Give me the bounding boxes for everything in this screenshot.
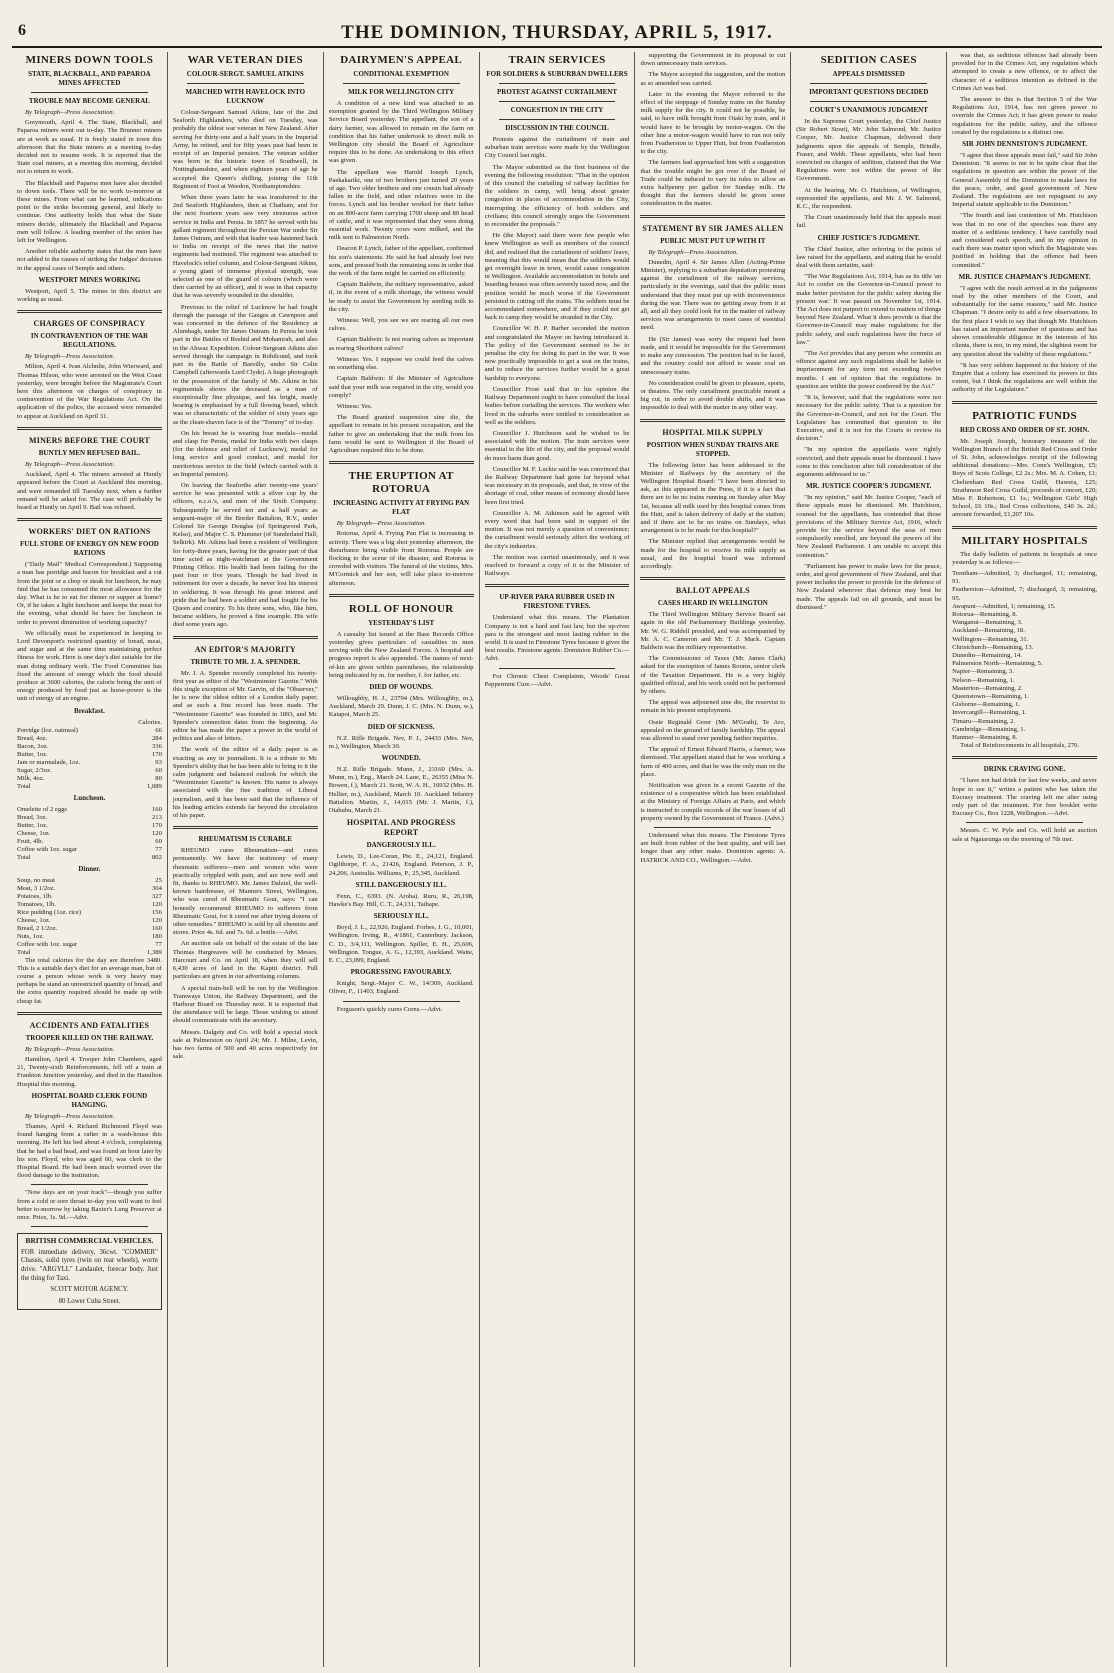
list-item: Masterton—Remaining, 2. — [952, 684, 1023, 692]
divider — [31, 1226, 148, 1227]
divider — [17, 1012, 162, 1015]
subhead-red-cross: RED CROSS AND ORDER OF ST. JOHN. — [960, 425, 1090, 434]
divider — [952, 401, 1097, 404]
paragraph: The appeal was adjourned sine die, the reservist to remain in his present employment. — [640, 699, 786, 715]
subhead-mines-affected: STATE, BLACKBALL, AND PAPAROA MINES AFFECTED — [28, 70, 151, 87]
table-row: Nuts, 1oz. 180 — [17, 932, 162, 940]
paragraph: The farmers had approached him with a suggestion that the trouble might be got over if the Board of Trade could be induced to vary its rules to allow an extra halfpenny per gallon for Sunday milk. He thought that the farmers should be given some consideration in the matter. — [640, 159, 786, 208]
headline-military-hospitals: MILITARY HOSPITALS — [961, 534, 1088, 547]
paragraph: Councillor W. H. P. Barber seconded the motion and congratulated the Mayor on having introduced it. The policy of the Government seemed to be to penalise the city for doing its part in the war. It was now practically impossible to get a seat on the trains, and to reduce the services further would be a great hardship to everyone. — [484, 325, 630, 382]
list-item: Christchurch—Remaining, 13. — [952, 643, 1034, 651]
divider — [640, 577, 785, 580]
table-row: Potatoes, 1lb. 327 — [17, 892, 162, 900]
advertisement-title: BRITISH COMMERCIAL VEHICLES. — [25, 1236, 154, 1246]
headline-editor: AN EDITOR'S MAJORITY — [194, 644, 296, 654]
paragraph: Witness: Yes. — [336, 402, 373, 410]
calories-header: Calories. — [138, 718, 162, 726]
divider — [640, 419, 785, 422]
subhead-energy: FULL STORE OF ENERGY ON NEW FOOD RATIONS — [20, 540, 159, 558]
paragraph: "In my opinion," said Mr. Justice Cooper, "each of these appeals must be dismissed. Mr. Hutchison, counsel for the appellants, has contended that those provisions of the Military Service Act, 1916, which provide for the service beyond the seas of men compulsorily enrolled, are beyond the powers of the New Zealand Parliament. I am unable to accept this contention." — [796, 494, 942, 559]
paragraph: "In my opinion the appellants were rightly convicted, and their appeals must be dismissed. I have come to this conclusion after full consideration of the arguments addressed to us." — [796, 446, 942, 478]
table-row: Bread, 4oz. 284 — [17, 734, 162, 742]
paragraph: Another reliable authority states that the men have not added to the causes of striking the Judges' decision in the appeal cases of Semple and others. — [17, 248, 162, 272]
paragraph: Thames, April 4. Richard Richmond Floyd was found hanging from a rafter in a wash-house this morning. He left his bed about 4 o'clock, complaining that he had a bad head, and was found an hour later by his son. Floyd, who was aged 60, was clerk to the Hospital Board. He had been much worried over the flood damage to the institution. — [17, 1123, 162, 1180]
headline-roll-of-honour: ROLL OF HONOUR — [348, 602, 454, 615]
subhead-milk: MILK FOR WELLINGTON CITY — [348, 88, 455, 96]
list-item: Palmerston North—Remaining, 5. — [952, 660, 1043, 668]
column-3 — [324, 52, 480, 1667]
subhead-westport: WESTPORT MINES WORKING — [38, 275, 141, 284]
casualty-list: Fenn, C., 6393. (N. Aroha). Ruru, R., 26,198, Hawke's Bay. Hill, C. T., 24,131, Taihape. — [328, 892, 474, 909]
casualty-list: Lewis, D., Lee-Coran, Pte. E., 24,121, England. Ogilthorpe, F. A., 21426, England. Peterson, J. P., 24,206, Australia. Williams, P., 25,345, Auckland. — [328, 853, 474, 877]
list-item: Nelson—Remaining, 1. — [952, 676, 1015, 684]
newspaper-title: THE DOMINION, THURSDAY, APRIL 5, 1917. — [341, 22, 773, 43]
dinner-title: Dinner. — [78, 864, 101, 873]
column-6 — [791, 52, 947, 1667]
column-1 — [12, 52, 168, 1667]
casualty-list: Boyd, J. L., 22,926, England. Forbes, J. G., 10,001, Wellington. Irving, R., 4/1861, Canterbury. Jackson, C. D., 3/4,111, Wellington. Spiller, E. H., 25,606, Wellington. Tongue, A. G., 12,393, Auckland. Waite, E. C., 23,099, England. — [328, 924, 474, 965]
subhead-bail: BUNTLY MEN REFUSED BAIL. — [38, 448, 141, 457]
paragraph: A condition of a new kind was attached to an exemption granted by the Third Wellington Military Service Board yesterday. The appellant, the son of a dairy farmer, was allowed to remain on the farm on condition that his father undertook to direct milk to Wellington city should the Board of Agriculture require this to be done. An undertaking to this effect was given. — [328, 100, 474, 165]
paragraph: Mr. Joseph Joseph, honorary treasurer of the Wellington Branch of the British Red Cross and Order of St. John, acknowledges receipt of the following additional donations:—Mrs. Conn's Wellington, £5; Boys of Scots College, £2 2s.; Mrs. M. A. Cohen, £1; Cheltenham Red Cross Guild, Hawera, £25; Strathmore Red Cross Guild, proceeds of concert, £20; Miss F. Robertson, £1 1s.; Wellington Girls' High School, £6 10s.; Red Cross collections, £40 3s. 2d.; amount forwarded, £1,207 10s. — [952, 437, 1098, 519]
subhead-trouble: TROUBLE MAY BECOME GENERAL — [28, 97, 150, 105]
table-row: Porridge (loz. oatmeal) 66 — [17, 726, 162, 734]
paragraph: "I agree that these appeals must fail," said Sir John Denniston. "It seems to me to be quite clear that the regulations in question are within the power of the General Assembly of the Dominion to make laws for the peace, order, and good government of New Zealand. The regulations are not repugnant to any Imperial statute applicable to the Dominion." — [952, 152, 1098, 209]
advertisement-text: For Chronic Chest Complaints, Woods' Great Peppermint Cure.—Advt. — [484, 672, 630, 688]
paragraph: He (the Mayor) said there were few people who knew Wellington as well as members of the council did, and realised that the curtailment of soldiers' leave, meaning that this would mean that the soldiers would get overnight leave in town, would cause congestion in Wellington. Available accommodation in hotels and boarding houses was often severely taxed now, and the position would be much worse if the Government persisted in cutting off the trains. The soldiers must be accommodated somewhere, and if they could not get back to camp they would be stranded in the City. — [484, 232, 630, 322]
list-item: Featherston—Admitted, 7; discharged, 3; remaining, 95. — [952, 586, 1098, 602]
table-row: Butter, 1oz. 170 — [17, 750, 162, 758]
table-row: Fruit, 4lb. 60 — [17, 837, 162, 845]
byline: By Telegraph—Press Association. — [25, 109, 115, 116]
paragraph: An auction sale on behalf of the estate of the late Thomas Hargreaves will be conducted by Messrs. Harcourt and Co. on April 18, when they will sell 6,430 acres of land in the Kapiti district. Full particulars are given in our advertising columns. — [172, 940, 318, 981]
list-item: Trentham—Admitted, 3; discharged, 11; remaining, 91. — [952, 569, 1098, 586]
table-row: Omelette of 2 eggs 160 — [17, 805, 162, 813]
advertisement-address: 80 Lower Cuba Street. — [58, 1297, 121, 1305]
list-item: Queenstown—Remaining, 1. — [952, 693, 1029, 700]
subhead-questions: IMPORTANT QUESTIONS DECIDED — [809, 88, 929, 96]
paragraph: The daily bulletin of patients in hospitals at once yesterday is as follows:— — [952, 550, 1098, 566]
subhead-frying-pan: INCREASING ACTIVITY AT FRYING PAN FLAT — [333, 499, 470, 517]
dinner-table — [17, 877, 162, 957]
paragraph: Witness: Yes. I suppose we could feed the calves on something else. — [328, 355, 474, 372]
divider — [654, 827, 771, 828]
paragraph: On his breast he is wearing four medals—medal and clasp for Persia, medal for India with two clasps (for the defence and relief of Lucknow), medal for long service and good conduct, and medal for meritorious service in the field (which carried with it an Imperial pension). — [172, 429, 318, 478]
paragraph: The Mayor accepted the suggestion, and the motion as so amended was carried. — [640, 71, 786, 87]
subhead-sunday-trains: POSITION WHEN SUNDAY TRAINS ARE STOPPED. — [646, 440, 779, 458]
casualty-list: N.Z. Rifle Brigade. Munn, J., 23160 (Mrs. A. Munn, m.), Eng., March 24. Lane, E., 26355 (Miss N. Bowen, f.), March 21. Scott, W. A. H., 16932 (Mrs. H. Hellier, m.), Auckland, March 10. Auckland Infantry Battalion. Martin, J., 14,015 (Mr. J. Martin, f.), Otahuhu, March 21. — [328, 765, 474, 814]
advertisement-firm: SCOTT MOTOR AGENCY. — [50, 1286, 129, 1294]
subhead-seriously-ill: SERIOUSLY ILL. — [373, 912, 429, 921]
list-item: Hanmer—Remaining, 8. — [952, 734, 1018, 742]
table-total: Total 1,089 — [17, 782, 162, 790]
advertisement-text: "Now days are on your track"—though you suffer from a cold or sore throat to-day you will want to feel better to-morrow by taking Baxter's Lung Preserver at once. Price, 1s. 9d.—Advt. — [17, 1189, 162, 1222]
list-item: Invercargill—Remaining, 1. — [952, 709, 1027, 717]
paragraph: "It is, however, said that the regulations were not necessary for the public safety. That is a question for the Governor-in-Council, and not for the Court. The Legislature has committed that question to the Executive, and it is not for the Courts to review its decision." — [796, 394, 942, 443]
subhead-chief-justice: CHIEF JUSTICE'S JUDGMENT. — [817, 233, 920, 242]
headline-sedition: SEDITION CASES — [820, 54, 917, 66]
byline: By Telegraph—Press Association. — [25, 460, 115, 468]
subhead-wounded: WOUNDED. — [381, 753, 421, 762]
divider — [31, 92, 148, 93]
table-row: Bread, 2 1/2oz. 160 — [17, 924, 162, 932]
paragraph: Ossie Reginald Greer (Mr. M'Grath), Te Aro, appealed on the ground of family hardship. The appeal was allowed to stand over pending further inquiries. — [640, 718, 786, 742]
byline: By Telegraph—Press Association. — [336, 520, 427, 528]
headline-veteran: WAR VETERAN DIES — [187, 54, 303, 66]
headline-drink-craving: DRINK CRAVING GONE. — [983, 765, 1066, 774]
subhead-wellington-cases: CASES HEARD IN WELLINGTON — [657, 599, 768, 608]
luncheon-table — [17, 806, 162, 862]
table-row: Rice pudding (1oz. rice) 156 — [17, 908, 162, 916]
subhead-atkins: COLOUR-SERGT. SAMUEL ATKINS — [186, 70, 304, 78]
table-row: Bread, 3oz. 213 — [17, 813, 162, 821]
advertisement-box — [17, 1233, 162, 1310]
paragraph: "The Act provides that any person who commits an offence against any such regulations shall be liable to imprisonment for any term not exceeding twelve months. I am of opinion that the regulations in question are within the power conferred by the Act." — [796, 350, 942, 390]
paragraph: Later in the evening the Mayor referred to the effect of the stoppage of Sunday trains on the Sunday milk supply for the city. It could not be possible, he said, to have milk brought from Otaki by train, and it would have to be brought by motor-wagon. On the other line a motor-wagon would have to run not only from Featherston to Upper Hutt, but from Featherston to the city. — [640, 90, 786, 156]
divider — [343, 1001, 460, 1002]
paragraph: Colour-Sergeant Samuel Atkins, late of the 2nd Seaforth Highlanders, who died on Tuesday, was probably the oldest war veteran in New Zealand. After serving for thirty-one and a half years in the Imperial Army, he retired, and for fifty years past had been in receipt of an Imperial pension. The veteran soldier was born in the historic town of Southwell, in Nottinghamshire, and when eighteen years of age he accepted the Queen's shilling, joining the 11th Regiment of Foot at Weedon, Northamptonshire. — [172, 109, 318, 190]
subhead-war-regulations: IN CONTRAVENTION OF THE WAR REGULATIONS. — [30, 332, 149, 350]
list-item: Napier—Remaining, 3. — [952, 668, 1014, 676]
casualty-list: N.Z. Rifle Brigade. Nev, P. J., 24433 (Mrs. Nev, m.), Wellington, March 30. — [328, 734, 474, 750]
paragraph: A casualty list issued at the Base Records Office yesterday gives particulars of casualties in men serving with the New Zealand Forces. A hospital and progress report is also appended. The names of next-of-kin are given within parentheses, the relationship being indicated by m. for mother, f. for father, etc. — [328, 630, 474, 679]
paragraph: Councillor M. F. Luckie said he was convinced that the Railway Department had gone far beyond what was necessary in its proposals, and that, in view of the shortage of coal, other means of economy should have been first tried. — [484, 465, 630, 506]
divider — [173, 826, 318, 829]
divider — [329, 594, 474, 597]
headline-hospital-report: HOSPITAL AND PROGRESS REPORT — [346, 818, 456, 838]
paragraph: When three years later he was transferred to the 2nd Seaforth Highlanders, then at Chatham, and for the next fourteen years saw very strenuous active service in India and Persia. In 1857 he served with his gallant regiment throughout the Persian War under Sir James Outram, and with that leader was hastened back to India on receipt of the news that the native regiments had mutinied. The regiment was attached to Havelock's relief column, and Colour-Sergeant Atkins, a young giant of immense physical strength, was selected as one of the guard of colours (which were then carried by an officer), and it was in that capacity that he was severely wounded in the shoulder. — [172, 194, 318, 300]
list-item: Wanganui—Remaining, 3. — [952, 619, 1023, 627]
divider — [810, 101, 927, 102]
byline: By Telegraph—Press Association. — [648, 248, 738, 256]
divider — [952, 526, 1097, 529]
subhead-chapman: MR. JUSTICE CHAPMAN'S JUDGMENT. — [958, 272, 1091, 281]
paragraph: Protests against the curtailment of train and suburban train services were made by the Wellington City Council last night. — [484, 136, 630, 160]
headline-patriotic-funds: PATRIOTIC FUNDS — [972, 409, 1077, 422]
byline: By Telegraph—Press Association. — [25, 1045, 115, 1053]
paragraph: Previous to the relief of Lucknow he had fought through the passage of the Ganges at Cawnpore and was concerned in the defence of the Residency at Alumbagh, under Sir James Outram. In Persia he took part in the Battles of Reshid and Mohamrah, and also in the Ahwaz Expedition. Colour-Sergeant Atkins also served through the campaign in Rohilcund, and took part in the Battle of Bareilly, under Sir Colin Campbell (afterwards Lord Clyde). A huge photograph in the possession of the family of Mr. Atkins in his regimentals shows the deceased as a man of exceptionally fine physique, and his bright, manly bearing is emphasised by a full flowing beard, which was so characteristic of the soldier of sixty years ago as the clean-shaven face is of the "Tommy" of to-day. — [172, 303, 318, 426]
paragraph: Hamilton, April 4. Trooper John Chambers, aged 21, Twenty-sixth Reinforcements, fell off a train at Frankton Junction yesterday, and died in the Hamilton Hospital this morning. — [17, 1055, 162, 1088]
table-row: Tomatoes, 1lb. 120 — [17, 900, 162, 908]
byline: By Telegraph—Press Association. — [25, 353, 115, 361]
paragraph: The Mayor submitted as the first business of the evening the following resolution: "That in the opinion of this council the curtailing of railway facilities for the soldiers in camp, will bring about greater congestion in places of accommodation in the City, interrupting the efficiency of both soldiers and civilians; this council strongly urges the Government to reconsider the proposals." — [484, 163, 630, 229]
casualty-list: Willoughby, H. J., 23794 (Mrs. Willoughby, m.), Auckland, March 29. Dunn, J. C. (Mrs. N. Dunn, w.), Kaiapoi, March 25. — [328, 694, 474, 719]
paragraph: We officially must be experienced in keeping to Lord Devonport's restricted quantity of bread, meat, and sugar and at the same time maintaining perfect fitness for work. Here is one day's diet suitable for the man doing ordinary work. The Food Committee has fixed the amount of energy which the food should produce at 3600 calories, the calorie being the unit of energy produced by food just as horse-power is the unit of energy of an engine. — [17, 629, 162, 703]
headline-rations: WORKERS' DIET ON RATIONS — [28, 527, 151, 537]
divider — [499, 83, 616, 84]
paragraph: Councillor J. Hutcheson said he wished to be associated with the motion. The train services were essential to the life of the city, and the proposal would do more harm than good. — [484, 429, 630, 462]
paragraph: Witness: Well, you see we are rearing all our own calves. — [328, 317, 474, 333]
list-item: Gisborne—Remaining, 1. — [952, 701, 1021, 709]
headline-eruption: THE ERUPTION AT ROTORUA — [348, 470, 454, 496]
paragraph: "It has very seldom happened in the history of the Empire that a colony has exercised its powers to this extent, but I think the regulations are well within the authority of the Legislature." — [952, 361, 1098, 394]
table-total: Total 1,389 — [17, 948, 162, 956]
subhead-progressing: PROGRESSING FAVOURABLY. — [350, 968, 452, 977]
paragraph: Westport, April 5. The mines in this district are working as usual. — [17, 287, 162, 304]
table-row: Meat, 3 1/2oz. 304 — [17, 884, 162, 892]
table-row: Soup, no meat 25 — [17, 876, 162, 884]
paragraph: Auckland, April 4. The miners arrested at Huntly appeared before the Court at Auckland this morning, and were remanded till Tuesday next, when a further remand will be asked for. The case will probably be heard at Huntly on April 9. Bail was refused. — [17, 471, 162, 511]
table-row: Milk, 4oz. 80 — [17, 774, 162, 782]
subhead-soldiers: FOR SOLDIERS & SUBURBAN DWELLERS — [486, 70, 628, 78]
headline-dairymen: DAIRYMEN'S APPEAL — [340, 54, 463, 66]
paragraph: was that, as seditious offences had already been provided for in the Crimes Act, any regulation which attempted to create a new offence, or to affect the character of a seditious intention as defined in the Crimes Act was bad. — [952, 52, 1098, 92]
subhead-hospital-clerk: HOSPITAL BOARD CLERK FOUND HANGING. — [31, 1091, 148, 1109]
paragraph: ("Daily Mail" Medical Correspondent.) Supposing a man has porridge and bacon for breakfast and a cut from the joint or a chop or steak for luncheon, he may find that he has consumed the most allowance for the day. What is he to eat for dinner or supper at home? Or, if he takes a light luncheon and keeps the meat for the evening, what should he have for luncheon in order to prevent diminution of working capacity? — [17, 561, 162, 626]
paragraph: The Blackball and Paparoa men have also decided to down tools. There will be no work to-morrow at these mines. From what can be learned, indications point to the strike becoming general, and likely to continue. One authority holds that what the State miners decide, ultimately the Blackball and Paparoa men will follow. A leading member of the union has left for Wellington. — [17, 179, 162, 245]
divider — [640, 215, 785, 218]
paragraph: "The fourth and last contention of Mr. Hutchison was that in no one of the speeches was there any matter of a seditious tendency. I have carefully read and considered each speech, and in my opinion in each there was matter upon which the Magistrate was justified in holding that the offence had been committed." — [952, 212, 1098, 269]
paragraph: Messrs. C. W. Pyle and Co. will hold an auction sale at Ngaiarunga on the morning of 7th inst. — [952, 827, 1098, 843]
table-row: Coffee with 1oz. sugar 77 — [17, 940, 162, 948]
casualty-list: Knight, Sergt.-Major C. W., 14/309, Auckland. Oliver, F., 11403, England. — [328, 980, 474, 996]
divider — [187, 83, 304, 84]
subhead-trooper: TROOPER KILLED ON THE RAILWAY. — [25, 1033, 154, 1042]
divider — [499, 668, 616, 669]
paragraph: Dunedin, April 4. Sir James Allen (Acting-Prime Minister), replying to a suburban deputation protesting against the curtailment of the railway services, particularly in the evenings, said that the public must understand that they must put up with inconvenience during the war. There was no getting away from it at all, and all they could look for in the matter of railway services was arrangements to meet cases of essential need. — [640, 258, 786, 332]
paragraph: Deacon P. Lynch, father of the appellant, confirmed his son's statements. He said he had already lost two sons, and pressed both the remaining sons in order that the work of the farm might be carried on efficiently. — [328, 245, 474, 278]
headline-conspiracy: CHARGES OF CONSPIRACY — [33, 319, 146, 329]
divider — [499, 119, 616, 120]
list-item: Awapuni—Admitted, 1; remaining, 15. — [952, 602, 1056, 610]
list-item: Cambridge—Remaining, 1. — [952, 725, 1026, 733]
subhead-denniston: SIR JOHN DENNISTON'S JUDGMENT. — [962, 140, 1088, 149]
table-row: Cheese, 1oz. 120 — [17, 829, 162, 837]
divider — [810, 83, 927, 84]
subhead-spender: TRIBUTE TO MR. J. A. SPENDER. — [190, 657, 301, 666]
paragraph: The Third Wellington Military Service Board sat again in the old Parliamentary Buildings yesterday. Mr. W. G. Riddell presided, and was accompanied by Mr. A. C. Cameron and Mr. T. J. Mack. Captain Baldwin was the military representative. — [640, 611, 786, 651]
headline-ballot-appeals: BALLOT APPEALS — [675, 586, 750, 596]
advertisement-text: Understand what this means. The Plantation Company is not a hard and fast law, but the up-river para is the strongest and most lasting rubber in the world. It is used in Firestone Tyres because it gives the best results. Firestone agents: Dominion Rubber Co.—Advt. — [484, 614, 630, 663]
paragraph: Rotorua, April 4. Frying Pan Flat is increasing in activity. There was a big shot yesterday afternoon, the disturbance being visible from Rotorua. People are flocking to the scene of the disaster, and Rotorua is crowded with visitors. The funeral of the victims, Mrs. M'Cormick and her son, will take place to-morrow afternoon. — [328, 530, 474, 587]
column-7 — [947, 52, 1102, 1667]
table-row: Coffee with 1oz. sugar 77 — [17, 845, 162, 853]
divider — [31, 1184, 148, 1185]
page-number: 6 — [18, 22, 26, 39]
column-2 — [168, 52, 324, 1667]
paragraph: The Minister replied that arrangements would be made for the hospital to receive its milk supply as usual, and the hospital board was informed accordingly. — [640, 538, 786, 570]
luncheon-title: Luncheon. — [73, 793, 106, 802]
paragraph: The following letter has been addressed to the Minister of Railways by the secretary of the Wellington Hospital Board: "I have been directed to ask, as this appeared in the Press, if it is a fact that there are to be no trains running on Sunday after May 1st, because all milk used by this hospital comes from the Hutt, and is taken delivery of daily at the station; and if there are to be no trains on Sundays, what arrangement is to be made for this hospital?" — [640, 461, 786, 535]
subhead-congestion: CONGESTION IN THE CITY — [510, 106, 604, 114]
headline-court: MINERS BEFORE THE COURT — [29, 435, 150, 445]
subhead-still-dangerously-ill: STILL DANGEROUSLY ILL. — [355, 880, 447, 889]
table-row: Butter, 1oz. 170 — [17, 821, 162, 829]
divider — [499, 101, 616, 102]
hospital-list — [952, 570, 1097, 742]
subhead-protest: PROTEST AGAINST CURTAILMENT — [497, 88, 617, 96]
paragraph: The Chief Justice, after referring to the points of law raised for the appellants, and stating that he would deal with them seriatim, said: — [796, 245, 942, 270]
headline-allen-statement: STATEMENT BY SIR JAMES ALLEN — [642, 223, 784, 233]
divider — [485, 584, 630, 587]
subhead-exemption: CONDITIONAL EXEMPTION — [353, 70, 449, 78]
paragraph: Captain Baldwin, the military representative, asked if, in the event of a milk shortage, the witness would be ready to assist the Government by sending milk to the city. — [328, 281, 474, 313]
subhead-justice-cooper: MR. JUSTICE COOPER'S JUDGMENT. — [806, 482, 932, 491]
divider — [17, 427, 162, 430]
newspaper-columns — [12, 52, 1102, 1667]
paragraph: Notification was given in a recent Gazette of the existence of a cooperative which has been established at the Ministry of Foreign Affairs at Paris, and which is instructed to compile records of the war losses of all property owned by the Government of France. (Advt.) — [640, 782, 786, 822]
paragraph: The total calories for the day are therefore 3480. This is a suitable day's diet for an average man, but of course a person whose work is very heavy may perhaps be stand an unrestricted quantity of bread, and the extra quantity required should be made up with cheap fat. — [17, 956, 162, 1005]
subhead-died-of-wounds: DIED OF WOUNDS. — [369, 682, 433, 691]
paragraph: Total of Reinforcements in all hospitals, 270. — [960, 742, 1080, 750]
paragraph: The Commissioner of Taxes (Mr. James Clark) asked for the exemption of James Rooms, senior clerk of the Taxation Department. He is a very highly qualified official, and his work could not be performed by others. — [640, 655, 786, 695]
paragraph: The appellant was Harold Joseph Lynch, Paekakariki, one of two brothers just turned 20 years of age. Two older brothers and one cousin had already fallen in the field, and other relatives were in the forces. Lynch and his brother worked for their father on an 800-acre farm carrying 1700 sheep and 80 head of cattle, and it was represented that they were doing essential work. Twenty cows were milked, and the milk sent to Palmerston North. — [328, 168, 474, 242]
breakfast-table — [17, 719, 162, 791]
advertisement-text: "I have not had drink for last few weeks, and never hope to see it," writes a patient who has taken the Eucrasy treatment. The craving left me after using only part of the treatment. For free booklet write Eucrasy Co., Box 1228, Wellington.—Advt. — [952, 777, 1098, 818]
subhead-council: DISCUSSION IN THE COUNCIL — [505, 124, 609, 132]
list-item: Wellington—Remaining, 31. — [952, 635, 1029, 643]
subhead-yesterdays-list: YESTERDAY'S LIST — [368, 618, 435, 627]
paragraph: The motion was carried unanimously, and it was resolved to forward a copy of it to the Minister of Railways. — [484, 553, 630, 578]
table-row: Bacon, 3oz. 336 — [17, 742, 162, 750]
paragraph: supporting the Government in its proposal to cut down unnecessary train services. — [640, 52, 786, 68]
subhead-lucknow: MARCHED WITH HAVELOCK INTO LUCKNOW — [185, 88, 306, 105]
paragraph: Captain Baldwin: If the Minister of Agriculture said that your milk was required in the city, would you comply? — [328, 375, 474, 399]
paragraph: No consideration could be given to pleasure, sports, or theatres. The only curtailment practicable meant a big cut, in order to avoid double shifts, and it was impossible to deal with the matter in any other way. — [640, 379, 786, 412]
subhead-dangerously-ill: DANGEROUSLY ILL. — [366, 841, 436, 850]
list-item: Timaru—Remaining, 2. — [952, 717, 1016, 725]
paragraph: Mr. J. A. Spender recently completed his twenty-first year as editor of the "Westminster Gazette." With this single exception of Mr. Garvin, of the "Observer," he is now the oldest editor of a London daily paper, and as such a fine record has been made. The "Westminster Gazette" was founded in 1893, and Mr. Spender's connection dates from the beginning. As editor he has made the paper a power in the world of politics and also of letters. — [172, 669, 318, 743]
paragraph: Messrs. Dalgety and Co. will hold a special stock sale at Palmerston on April 24; Mr. J. Milne, Levin, has two farms of 500 and 40 acres respectively for sale. — [172, 1028, 318, 1061]
divider — [952, 756, 1097, 759]
breakfast-title: Breakfast. — [74, 706, 105, 715]
advertisement-body: FOR immediate delivery, 36cwt. "COMMER" Chassis, solid tyres (twin on rear wheels), worm drive. "ARGYLL" Landaulet, forecar body. Just the thing for Taxi. — [21, 1248, 158, 1282]
subhead-died-of-sickness: DIED OF SICKNESS. — [367, 722, 435, 731]
paragraph: Councillor A. M. Atkinson said he agreed with every word that had been said in support of the motion. It was not merely a question of convenience; the curtailment would seriously affect the working of the city's industries. — [484, 509, 630, 550]
table-total: Total 802 — [17, 853, 162, 861]
advertisement-text: RHEUMO cures Rheumatism—and cures permanently. We have the testimony of many rheumatic sufferers—men and women who were practically crippled with pain, and are now well and fit, thanks to RHEUMO. Mr. James Dalziel, the well-known hairdresser, of Manners Street, Wellington, who was cured of Rheumatic Gout, says: "I can honestly recommend RHEUMO to sufferers from Rheumatic Gout, for it cured me after trying dozens of other remedies." RHEUMO is sold by all chemists and stores. Price 4s. 6d. and 7s. 6d. a bottle.—Advt. — [172, 847, 318, 937]
column-4 — [480, 52, 636, 1667]
list-item: Rotorua—Remaining, 8. — [952, 610, 1018, 618]
headline-accidents: ACCIDENTS AND FATALITIES — [29, 1020, 150, 1030]
divider — [966, 822, 1083, 823]
advertisement-text: Ferguson's quickly cures Corns.—Advt. — [336, 1005, 443, 1013]
paragraph: At the hearing, Mr. O. Hutchison, of Wellington, represented the appellants, and Mr. J. W. Salmond, K.C., the respondent. — [796, 186, 942, 211]
subhead-appeals-dismissed: APPEALS DISMISSED — [832, 70, 905, 78]
paragraph: "The War Regulations Act, 1914, has as its title 'an Act to confer on the Governor-in-Council power to make better provision for the public safety during the present war.' It was passed on November 1st, 1914. The Act does not purport to extend to matters of things beyond New Zealand. What it does provide is that the Governor-in-Council may make regulations for the public safety, and such regulations have the force of law." — [796, 273, 942, 346]
headline-rubber: UP-RIVER PARA RUBBER USED IN FIRESTONE TYRES. — [499, 593, 615, 611]
subhead-put-up: PUBLIC MUST PUT UP WITH IT — [660, 236, 766, 245]
paragraph: The work of the editor of a daily paper is as exacting as any in journalism. It is a tribute to Mr. Spender's ability that he has been able to bring to it the calm judgment and balanced outlook for which the "Westminster Gazette" is known. His name is always associated with the fine tradition of Liberal journalism, and it has been said that the influence of his leading articles extends far beyond the circulation of his paper. — [172, 746, 318, 820]
paragraph: In the Supreme Court yesterday, the Chief Justice (Sir Robert Stout), Mr. John Salmond, Mr. Justice Cooper, Mr. Justice Chapman, delivered their judgments upon the appeals of Semple, Brindle, Fraser, and Webb. These appellants, who had been convicted on charges of sedition, claimed that the War Regulations were not within the power of the Government. — [796, 118, 942, 183]
divider — [173, 636, 318, 639]
paragraph: The appeal of Ernest Edward Harris, a farmer, was dismissed. The appellant stated that he was working a farm of 400 acres, and that he was the only man on the place. — [640, 746, 786, 778]
column-5 — [635, 52, 791, 1667]
paragraph: "Parliament has power to make laws for the peace, order, and good government of New Zealand, and that power includes the power to provide for the defence of New Zealand wherever that defence may best be made. The appeals fail on all grounds, and must be dismissed." — [796, 562, 942, 611]
paragraph: A special train-bell will be run by the Wellington Tramways Union, the Railway Department, and the Harbour Board on Thursday next. It is expected that the attendance will be large. Those wishing to attend should communicate with the secretary. — [172, 984, 318, 1025]
subhead-unanimous: COURT'S UNANIMOUS JUDGMENT — [809, 106, 928, 114]
paragraph: The Board granted suspension sine die, the appellant to remain in his present occupation, and the father to give an undertaking that the milk from his farm would be sent to Wellington if the Board of Agriculture required this to be done. — [328, 414, 474, 454]
divider — [17, 518, 162, 521]
headline-miners: MINERS DOWN TOOLS — [25, 54, 154, 66]
paragraph: Captain Baldwin: Is not rearing calves as important as rearing Shorthorn calves? — [328, 336, 474, 352]
headline-train-services: TRAIN SERVICES — [508, 54, 606, 66]
headline-rheumatism: RHEUMATISM IS CURABLE — [198, 835, 293, 844]
paragraph: "I agree with the result arrived at in the judgments read by the other members of the Court, and substantially for the same reasons," said Mr. Justice Chapman. "I desire only to add a few observations. In the first place I wish to say that though Mr. Hutchison has raised an important number of questions and has shown considerable diligence in the interests of his clients, there is not, in my mind, the slightest room for any question about the validity of these regulations." — [952, 284, 1098, 358]
paragraph: He (Sir James) was sorry the request had been made, and it would be impossible for the Government to make any concession. The position had to be faced, and the country could not afford to waste coal on unnecessary trains. — [640, 335, 786, 376]
paragraph: On leaving the Seaforths after twenty-one years' service he was presented with a silver cup by the officers, n.c.o.'s, and men of the Sixth Company. Subsequently he served ten and a half years as sergeant-major of the Border Battalion, R.V., under Colonel Sir George Douglas (of Springwood Park, Kelso), and Major C. S. Plummer (of Sunderland Hall, Selkirk). Mr. Atkins had been a resident of Wellington for forty-three years, having for the greater part of that time acted as night-watchman at the Government Printing Office. His health had been failing for the past four or five years. Though he had lived in retirement for over a decade, he never lost his interest in soldiering. It was through his great interest and pride that he had been a soldier and had fought for his Queen and country. To his three sons, who, like him, became soldiers, he proved a fine example. His wife died some years ago. — [172, 481, 318, 629]
advertisement-text: Understand what this means. The Firestone Tyres are built from rubber of the best quality, and will last longer than any other make. Dominion agents: A. HATRICK AND CO., Wellington.—Advt. — [640, 832, 786, 864]
paragraph: Councillor Frost said that in his opinion the Railway Department ought to have consulted the local bodies before curtailing the services. The workers who lived in the suburbs were entitled to consideration as well as the soldiers. — [484, 385, 630, 426]
divider — [17, 310, 162, 313]
paragraph: The answer to this is that Section 5 of the War Regulations Act, 1914, has not given power to override the Crimes Act; it has given power to make regulations for the public safety, and the offence created by the regulations is a distinct one. — [952, 96, 1098, 136]
divider — [343, 83, 460, 84]
headline-hospital-milk: HOSPITAL MILK SUPPLY — [662, 427, 764, 437]
masthead — [12, 22, 1102, 48]
byline: By Telegraph—Press Association. — [25, 1112, 115, 1120]
paragraph: Milton, April 4. Ivan Alchnlie, John Wierward, and Thomas Hilson, who were arrested on the West Coast yesterday, were brought before the Magistrate's Court here this afternoon on charges of conspiracy in contravention of the War Regulations Act. On the application of the police, the accused were remanded to appear at Auckland on April 31. — [17, 363, 162, 420]
list-item: Dunedin—Remaining, 14. — [952, 651, 1022, 659]
table-row: Cheese, 1oz. 120 — [17, 916, 162, 924]
divider — [329, 461, 474, 464]
list-item: Auckland—Remaining, 18. — [952, 627, 1025, 635]
table-row: Jam or marmalade, 1oz. 93 — [17, 758, 162, 766]
table-row: Sugar, 2/3oz. 60 — [17, 766, 162, 774]
paragraph: Greymouth, April 4. The State, Blackball, and Paparoa miners went out to-day. The Brunner miners are at work as usual. It is freely stated in town this afternoon that the State miners at a meeting to-day decided not to resume work. It is reported that the State coal miners, at a meeting this morning, decided not to return to work. — [17, 119, 162, 176]
paragraph: The Court unanimously held that the appeals must fail. — [796, 214, 942, 230]
